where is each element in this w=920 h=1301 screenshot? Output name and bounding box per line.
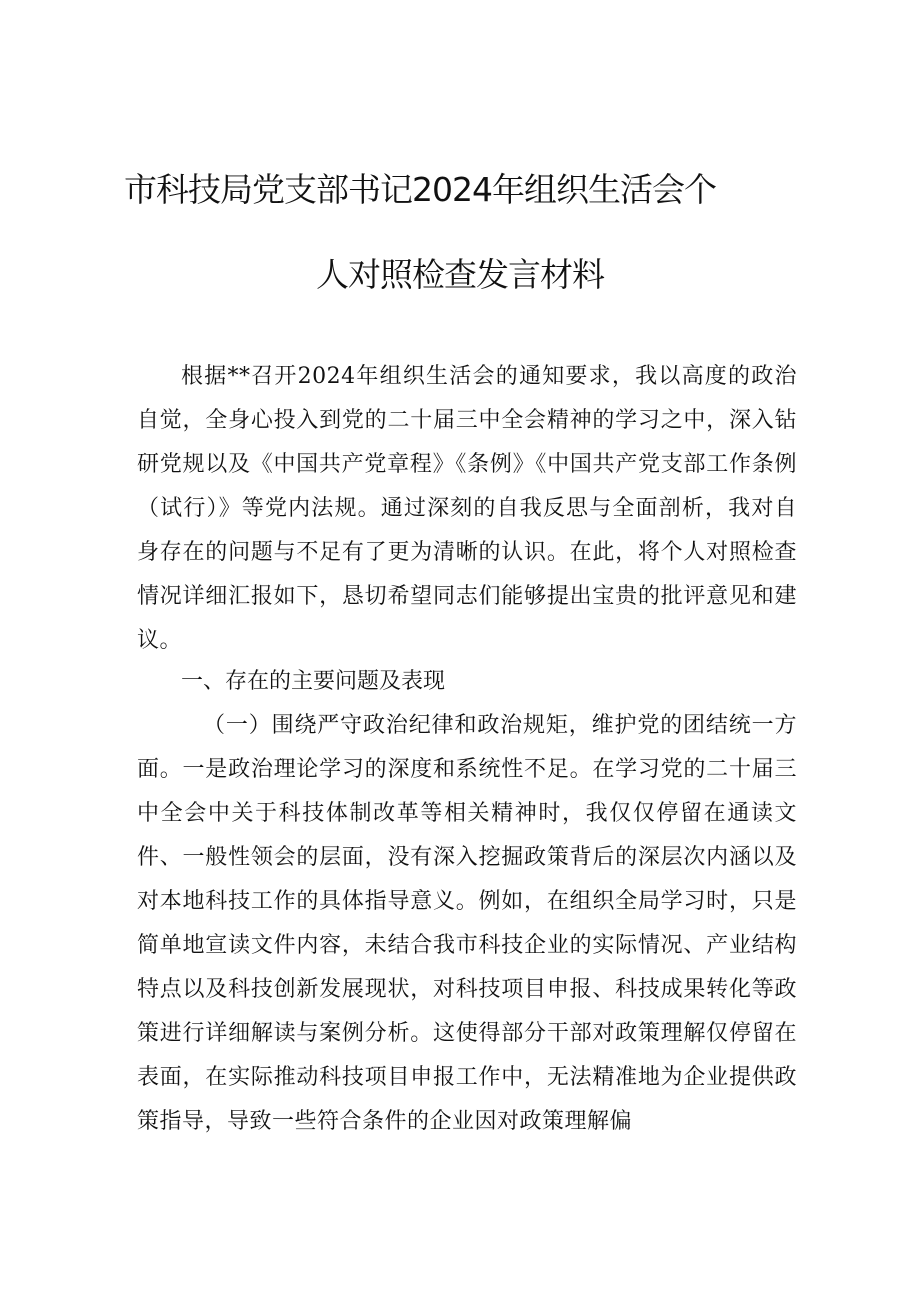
paragraph-section-1-1: （一）围绕严守政治纪律和政治规矩，维护党的团结统一方面。一是政治理论学习的深度和系统性不足。在学习党的二十届三中全会中关于科技体制改革等相关精神时，我仅仅停留在通读文件、一般性领会的层面，没有深入挖掘政策背后的深层次内涵以及对本地科技工作的具体指导意义。例如，在组织全局学习时，只是简单地宣读文件内容，未结合我市科技企业的实际情况、产业结构特点以及科技创新发展现状，对科技项目申报、科技成果转化等政策进行详细解读与案例分析。这使得部分干部对政策理解仅停留在表面，在实际推动科技项目申报工作中，无法精准地为企业提供政策指导，导致一些符合条件的企业因对政策理解偏 <box>137 713 797 1134</box>
section-heading-1: 一、存在的主要问题及表现 <box>181 669 446 694</box>
paragraph-intro: 根据**召开2024年组织生活会的通知要求，我以高度的政治自觉，全身心投入到党的二十届三中全会精神的学习之中，深入钻研党规以及《中国共产党章程》《条例》《中国共产党支部工作条例（试行）》等党内法规。通过深刻的自我反思与全面剖析，我对自身存在的问题与不足有了更为清晰的认识。在此，将个人对照检查情况详细汇报如下，恳切希望同志们能够提出宝贵的批评意见和建议。 <box>137 364 797 653</box>
document-title-line-1: 市科技局党支部书记2024年组织生活会个 <box>124 170 716 209</box>
document-title-line-2: 人对照检查发言材料 <box>316 255 604 294</box>
